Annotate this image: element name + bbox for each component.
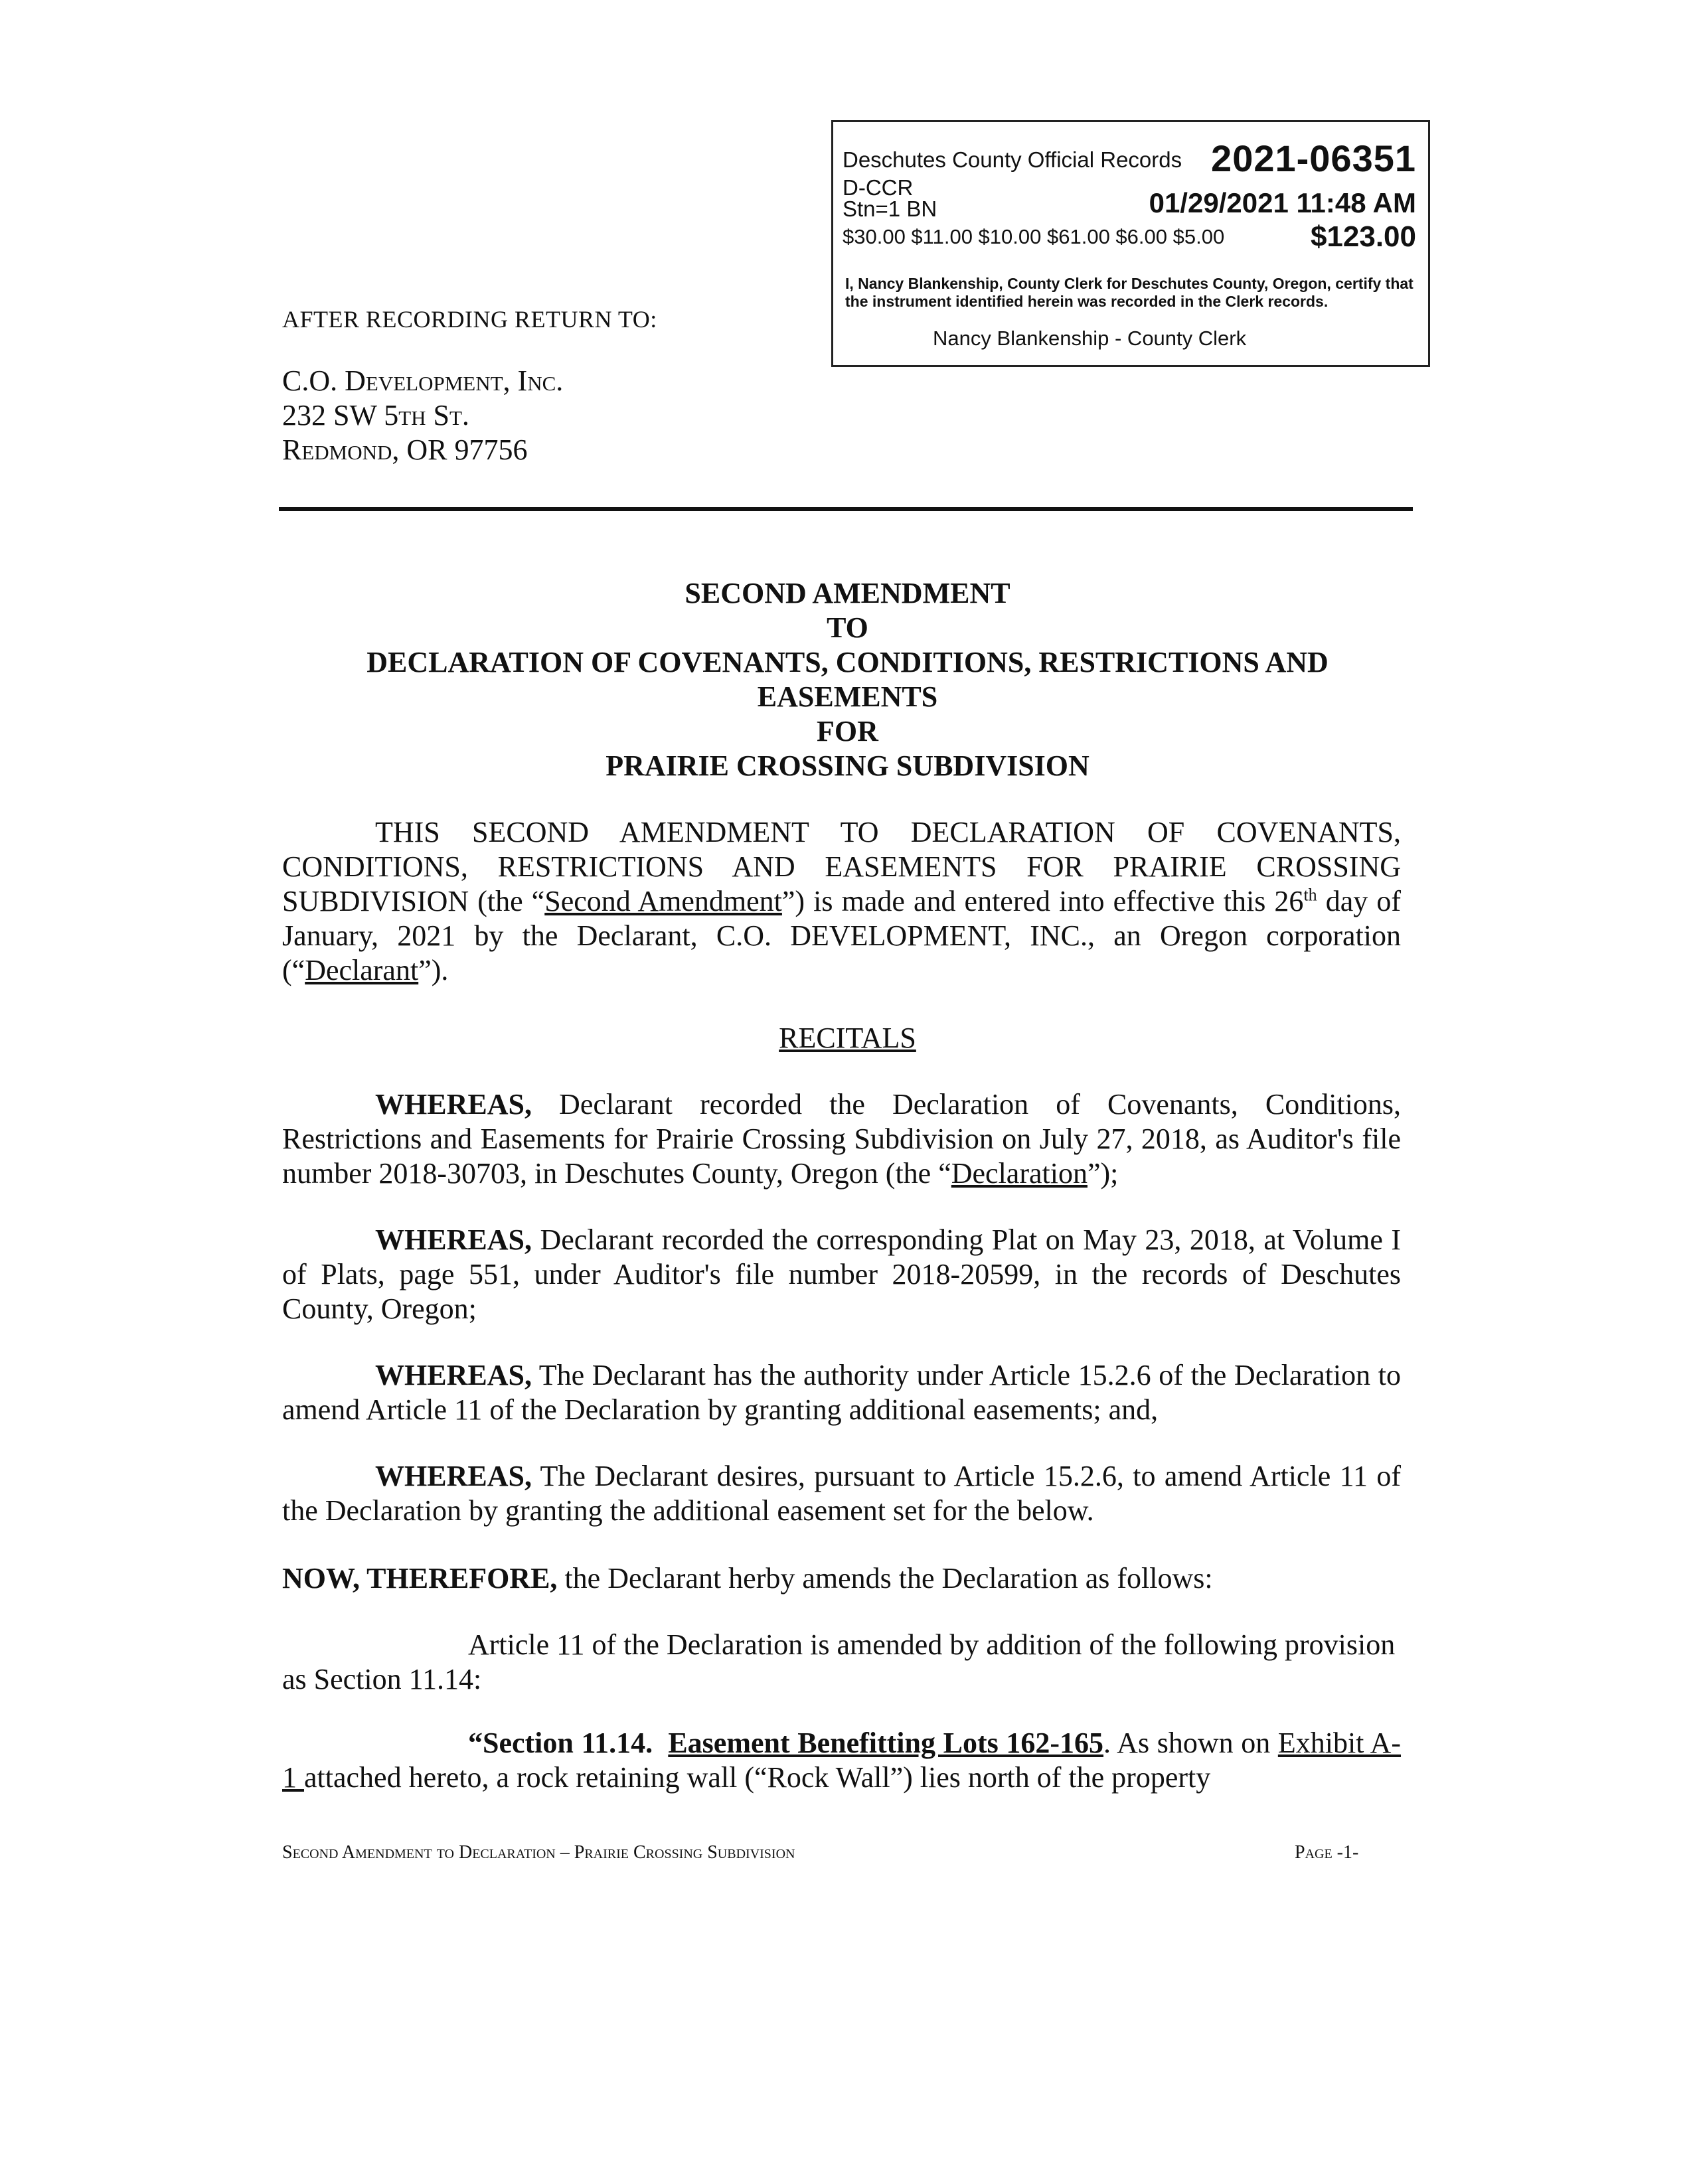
section-11-14-paragraph: “Section 11.14. Easement Benefitting Lots 162-165. As shown on Exhibit A-1 attached hereto, a rock retaining wall (“Rock Wall”) lies north of the property — [282, 1727, 1402, 1794]
title-line2: TO — [827, 611, 868, 644]
horizontal-rule — [279, 507, 1413, 511]
stamp-total: $123.00 — [1310, 220, 1416, 253]
footer-title: Second Amendment to Declaration – Prairie Crossing Subdivision — [282, 1842, 795, 1863]
whereas-paragraph-4: WHEREAS, The Declarant desires, pursuant to Article 15.2.6, to amend Article 11 of the Declaration by granting the additional easement set for the below. — [282, 1460, 1401, 1527]
stamp-station: Stn=1 BN — [843, 196, 937, 221]
return-to-label: AFTER RECORDING RETURN TO: — [282, 306, 657, 333]
section-heading-easement: Easement Benefitting Lots 162-165 — [668, 1727, 1103, 1759]
intro-paragraph: THIS SECOND AMENDMENT TO DECLARATION OF COVENANTS, CONDITIONS, RESTRICTIONS AND EASEMENTS FOR PRAIRIE CROSSING SUBDIVISION (the “Second Amendment”) is made and entered into effective this 26th day of January, 2021 by the Declarant, C.O. DEVELOPMENT, INC., an Oregon corporation (“Declarant”). — [282, 816, 1402, 986]
stamp-fees: $30.00 $11.00 $10.00 $61.00 $6.00 $5.00 — [843, 225, 1225, 248]
stamp-datetime: 01/29/2021 11:48 AM — [1149, 187, 1416, 218]
stamp-record-number: 2021-06351 — [1211, 137, 1416, 179]
title-line4: EASEMENTS — [757, 680, 938, 713]
stamp-certification: I, Nancy Blankenship, County Clerk for Deschutes County, Oregon, certify that the instrument identified herein was recorded in the Clerk records. — [845, 275, 1413, 310]
recitals-heading: RECITALS — [779, 1022, 916, 1054]
defined-term-declaration: Declaration — [951, 1157, 1088, 1190]
whereas-paragraph-1: WHEREAS, Declarant recorded the Declaration of Covenants, Conditions, Restrictions and Easements for Prairie Crossing Subdivision on July 27, 2018, as Auditor's file number 2018-30703, in Deschutes County, Oregon (the “Declaration”); — [282, 1088, 1401, 1190]
stamp-clerk-name: Nancy Blankenship - County Clerk — [933, 327, 1247, 350]
title-line3: DECLARATION OF COVENANTS, CONDITIONS, RESTRICTIONS AND — [366, 646, 1329, 678]
return-address-line3: Redmond, OR 97756 — [282, 433, 528, 466]
article-paragraph: Article 11 of the Declaration is amended by addition of the following provision as Section 11.14: — [282, 1628, 1396, 1695]
exhibit-reference: Exhibit A-1 — [282, 1727, 1402, 1794]
stamp-office: Deschutes County Official Records — [843, 147, 1182, 172]
recording-stamp — [831, 120, 1430, 367]
title-line1: SECOND AMENDMENT — [685, 577, 1010, 609]
whereas-paragraph-2: WHEREAS, Declarant recorded the corresponding Plat on May 23, 2018, at Volume I of Plats, page 551, under Auditor's file number 2018-20599, in the records of Deschutes County, Oregon; — [282, 1223, 1401, 1325]
return-address-line1: C.O. Development, Inc. — [282, 364, 564, 397]
title-line6: PRAIRIE CROSSING SUBDIVISION — [605, 749, 1090, 782]
whereas-paragraph-3: WHEREAS, The Declarant has the authority under Article 15.2.6 of the Declaration to amend Article 11 of the Declaration by granting additional easements; and, — [282, 1359, 1401, 1426]
title-line5: FOR — [817, 715, 878, 747]
return-address-line2: 232 SW 5th St. — [282, 399, 469, 431]
defined-term-declarant: Declarant — [305, 954, 419, 986]
defined-term-second-amendment: Second Amendment — [544, 885, 782, 917]
footer-page-number: Page -1- — [1295, 1842, 1359, 1863]
stamp-doc-type: D-CCR — [843, 175, 914, 200]
now-therefore-paragraph: NOW, THEREFORE, the Declarant herby amends the Declaration as follows: — [282, 1562, 1213, 1595]
